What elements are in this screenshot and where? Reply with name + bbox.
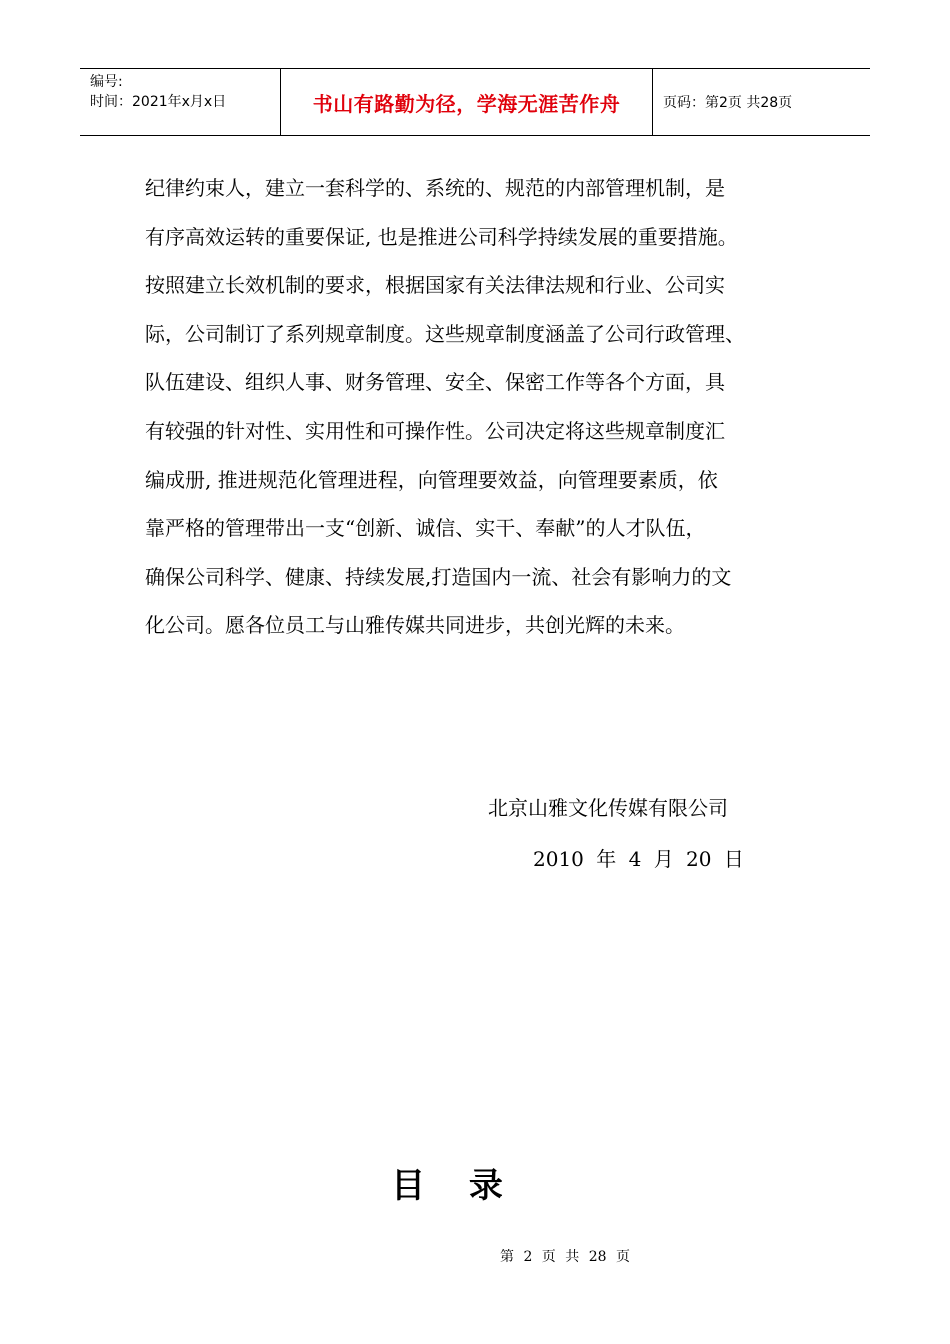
body-line: 际，公司制订了系列规章制度。这些规章制度涵盖了公司行政管理、: [145, 321, 745, 346]
body-line: 纪律约束人，建立一套科学的、系统的、规范的内部管理机制，是: [145, 176, 725, 200]
header-time-label: 时间：2021年x月x日: [90, 94, 227, 110]
body-line: 队伍建设、组织人事、财务管理、安全、保密工作等各个方面，具: [145, 370, 725, 395]
body-line: 按照建立长效机制的要求，根据国家有关法律法规和行业、公司实: [145, 273, 725, 298]
body-line: 靠严格的管理带出一支“创新、诚信、实干、奉献”的人才队伍，: [145, 516, 706, 541]
body-line: 确保公司科学、健康、持续发展,打造国内一流、社会有影响力的文: [145, 564, 732, 589]
header-page-info: 页码：第2页 共28页: [663, 95, 793, 111]
header-number-label: 编号:: [90, 74, 123, 90]
header-meta-cell: [80, 69, 281, 135]
toc-title: 目 录: [391, 1166, 519, 1206]
page-footer: 第 2 页 共 28 页: [500, 1249, 630, 1265]
body-paragraph: [145, 164, 845, 650]
header-motto: 书山有路勤为径，学海无涯苦作舟: [281, 69, 653, 135]
signature-date: 2010 年 4 月 20 日: [533, 847, 744, 871]
body-line: 有序高效运转的重要保证, 也是推进公司科学持续发展的重要措施。: [145, 224, 738, 249]
page-header: [80, 68, 870, 136]
signature-company: 北京山雅文化传媒有限公司: [488, 796, 728, 820]
body-line: 有较强的针对性、实用性和可操作性。公司决定将这些规章制度汇: [145, 418, 725, 443]
body-line: 编成册, 推进规范化管理进程，向管理要效益，向管理要素质，依: [145, 467, 718, 492]
body-line: 化公司。愿各位员工与山雅传媒共同进步，共创光辉的未来。: [145, 613, 685, 638]
